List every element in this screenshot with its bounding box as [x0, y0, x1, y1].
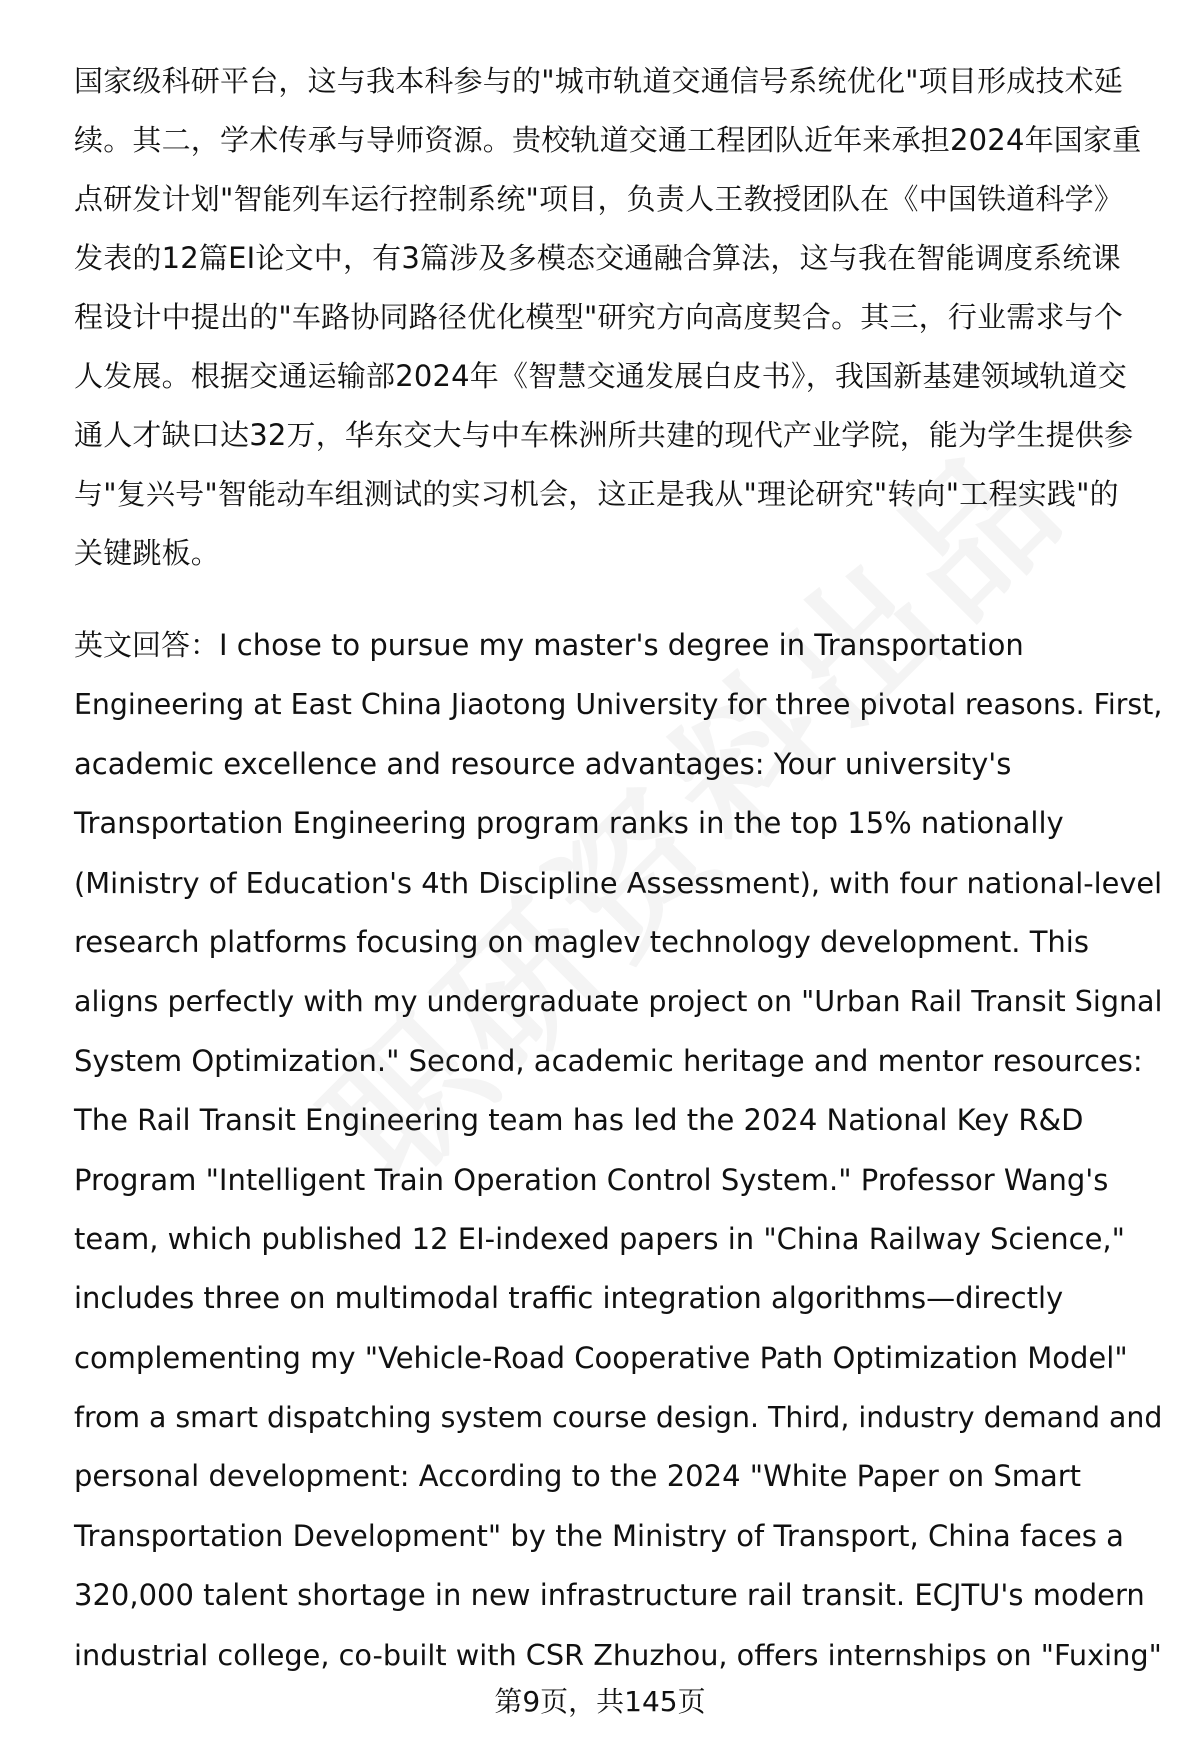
chinese-line: 发表的12篇EI论文中，有3篇涉及多模态交通融合算法，这与我在智能调度系统课 [74, 241, 1121, 275]
english-line: aligns perfectly with my undergraduate project on "Urban Rail Transit Signal [74, 985, 1163, 1019]
chinese-line: 人发展。根据交通运输部2024年《智慧交通发展白皮书》，我国新基建领域轨道交 [74, 359, 1127, 393]
english-line: Transportation Engineering program ranks in the top 15% nationally [74, 806, 1064, 841]
english-line: industrial college, co-built with CSR Zhuzhou, offers internships on "Fuxing" [74, 1637, 1162, 1672]
english-line: team, which published 12 EI-indexed papers in "China Railway Science," [74, 1221, 1125, 1256]
chinese-line: 程设计中提出的"车路协同路径优化模型"研究方向高度契合。其三，行业需求与个 [74, 300, 1124, 334]
english-line: Program "Intelligent Train Operation Control System." Professor Wang's [74, 1162, 1109, 1197]
english-line: research platforms focusing on maglev technology development. This [74, 924, 1089, 959]
english-line: from a smart dispatching system course design. Third, industry demand and [74, 1401, 1163, 1435]
english-line: includes three on multimodal traffic integration algorithms—directly [74, 1281, 1064, 1316]
english-line: (Ministry of Education's 4th Discipline Assessment), with four national-level [74, 865, 1163, 900]
english-line: System Optimization." Second, academic heritage and mentor resources: [74, 1043, 1143, 1078]
chinese-line: 续。其二，学术传承与导师资源。贵校轨道交通工程团队近年来承担2024年国家重 [74, 123, 1142, 157]
chinese-line: 与"复兴号"智能动车组测试的实习机会，这正是我从"理论研究"转向"工程实践"的 [74, 477, 1119, 511]
english-line: personal development: According to the 2024 "White Paper on Smart [74, 1459, 1082, 1494]
chinese-line: 通人才缺口达32万，华东交大与中车株洲所共建的现代产业学院，能为学生提供参 [74, 418, 1134, 452]
english-line: 英文回答：I chose to pursue my master's degree in Transportation [74, 628, 1024, 662]
english-line: complementing my "Vehicle-Road Cooperative Path Optimization Model" [74, 1340, 1128, 1375]
chinese-line: 关键跳板。 [74, 536, 221, 570]
english-line: Engineering at East China Jiaotong University for three pivotal reasons. First, [74, 688, 1163, 722]
chinese-line: 点研发计划"智能列车运行控制系统"项目，负责人王教授团队在《中国铁道科学》 [74, 182, 1124, 216]
chinese-line: 国家级科研平台，这与我本科参与的"城市轨道交通信号系统优化"项目形成技术延 [74, 64, 1124, 98]
english-line: The Rail Transit Engineering team has led the 2024 National Key R&D [74, 1103, 1084, 1138]
chinese-answer-paragraph [74, 52, 1168, 583]
english-line: 320,000 talent shortage in new infrastructure rail transit. ECJTU's modern [74, 1578, 1145, 1613]
english-answer-paragraph [74, 616, 1168, 1685]
english-line: Transportation Development" by the Ministry of Transport, China faces a [74, 1518, 1124, 1553]
page-number-footer: 第9页，共145页 [494, 1685, 706, 1718]
english-line: academic excellence and resource advantages: Your university's [74, 746, 1012, 781]
